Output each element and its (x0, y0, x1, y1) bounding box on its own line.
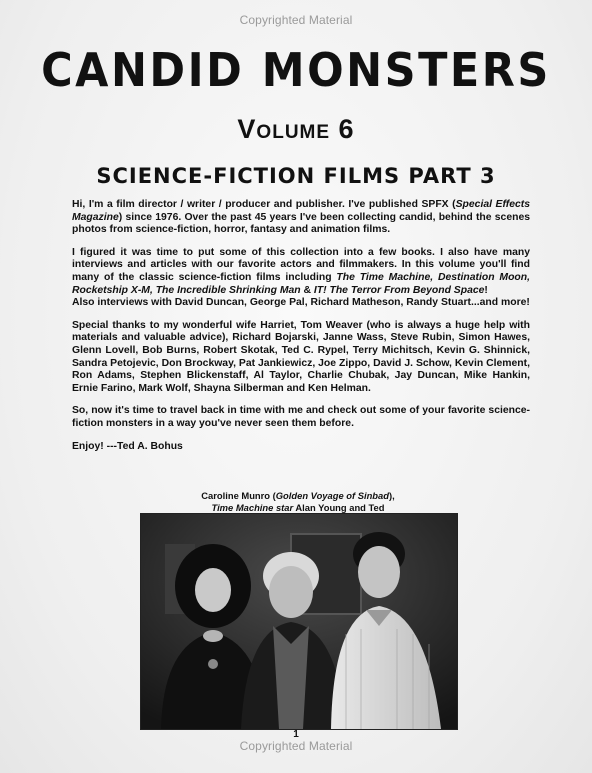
caption-run: Caroline Munro ( (201, 490, 276, 501)
paragraph-intro (72, 199, 530, 237)
subtitle-heading: SCIENCE-FICTION FILMS PART 3 (96, 164, 496, 188)
text-run: I figured it was time to put some of this collection into a few books. I also have many interviews and articles with our favorite actors and filmmakers. In this volume you'll find many of the classic science-fiction films including (72, 246, 530, 283)
caption-run: Alan Young and Ted (293, 501, 385, 513)
watermark-top: Copyrighted Material (239, 13, 353, 27)
text-run: ) since 1976. Over the past 45 years I've been collecting candid, behind the scenes photos from science-fiction, horror, fantasy and animation films. (72, 211, 530, 236)
text-run: Also interviews with David Duncan, George Pal, Richard Matheson, Randy Stuart...and more! (72, 297, 530, 309)
photo-illustration (141, 514, 457, 729)
text-run: Hi, I'm a film director / writer / producer and publisher. I've published SPFX ( (72, 199, 456, 210)
book-title: CANDID MONSTERS (41, 44, 551, 98)
text-run-italic: IT! The Terror From Beyond Space (313, 284, 485, 296)
text-run: ! (484, 284, 488, 296)
caption-run-italic: Golden Voyage of Sinbad (275, 490, 389, 501)
page-number: 1 (293, 729, 299, 740)
candid-photo (140, 513, 458, 730)
text-run-italic: Special Effects Magazine (72, 199, 530, 223)
caption-run: ), (388, 490, 395, 501)
text-run-italic: The Time Machine, Destination Moon, Rocketship X-M, The Incredible Shrinking Man (72, 271, 531, 296)
text-run: & (300, 284, 314, 296)
intro-text (72, 199, 530, 463)
paragraph-collection (72, 247, 530, 310)
watermark-bottom: Copyrighted Material (239, 739, 353, 753)
paragraph-thanks: Special thanks to my wonderful wife Harriet, Tom Weaver (who is always a huge help with materials and valuable advice), Richard Bojarski, Janne Wass, Steve Rubin, Simon Hawes, Glenn Lovell, Bob Burns, Robert Skotak, Ted C. Rypel, Terry Michitsch, Kevin G. Shinnick, Sandra Petojevic, Don Brockway, Pat Jankiewicz, Joe Zippo, David J. Schow, Kevin Clement, Ron Adams, Stephen Blickenstaff, Al Taylor, Charlie Chubak, Jay Duncan, Mike Hankin, Ernie Farino, Mark Wolf, Shayna Silberman and Ken Helman. (72, 319, 530, 394)
caption-run-italic: Time Machine star (211, 501, 294, 513)
volume-heading: Volume 6 (237, 114, 355, 144)
photo-caption (140, 490, 456, 513)
paragraph-signoff: Enjoy! ---Ted A. Bohus (72, 440, 183, 452)
paragraph-travel: So, now it's time to travel back in time with me and check out some of your favorite science-fiction monsters in a way you've never seen them before. (72, 405, 530, 429)
